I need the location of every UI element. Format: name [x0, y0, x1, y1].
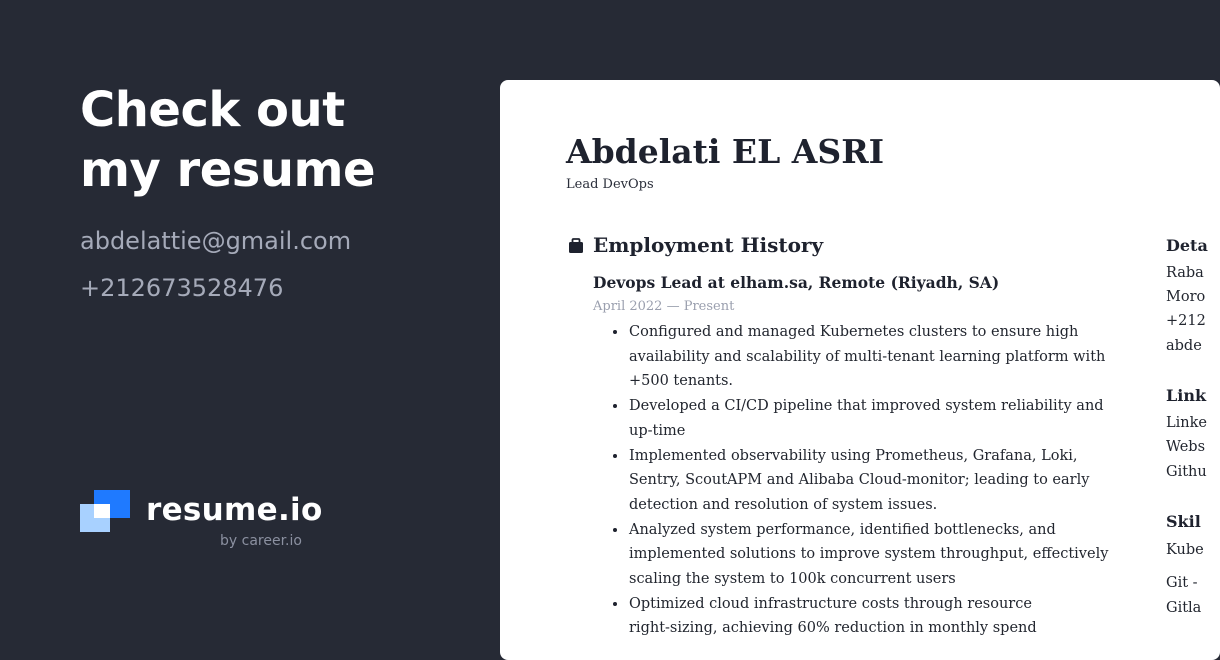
bullet-line: Implemented observability using Prometheus, Grafana, Loki, — [629, 447, 1078, 464]
sidebar-heading-details: Deta — [1166, 236, 1208, 255]
headline-line-1: Check out — [80, 82, 345, 138]
bullet-line: +500 tenants. — [629, 373, 734, 390]
job-bullet — [593, 394, 1138, 443]
sidebar-detail: abde — [1166, 338, 1202, 354]
brand-logo-lockup[interactable] — [80, 490, 340, 560]
bullet-line: Analyzed system performance, identified bottlenecks, and — [629, 521, 1056, 538]
bullet-dot — [613, 330, 617, 334]
bullet-line: scaling the system to 100k concurrent users — [629, 571, 956, 588]
sidebar-heading-skills: Skil — [1166, 512, 1201, 531]
resume-io-logo-icon — [80, 490, 130, 532]
sidebar-link[interactable]: Githu — [1166, 464, 1207, 480]
bullet-line: implemented solutions to improve system throughput, effectively — [629, 546, 1109, 563]
bullet-dot — [613, 404, 617, 408]
contact-email: abdelattie@gmail.com — [80, 227, 352, 255]
job-title: Devops Lead at elham.sa, Remote (Riyadh, SA) — [593, 273, 1000, 292]
sidebar-detail: Raba — [1166, 265, 1204, 281]
resume-name: Abdelati EL ASRI — [566, 132, 885, 171]
job-bullet — [593, 444, 1138, 518]
sidebar-skill: Kube — [1166, 542, 1204, 558]
bullet-line: detection and resolution of system issues. — [629, 496, 938, 513]
sidebar-heading-links: Link — [1166, 386, 1207, 405]
promo-panel — [80, 0, 480, 630]
sidebar-skill: Gitla — [1166, 600, 1202, 616]
bullet-dot — [613, 602, 617, 606]
bullet-dot — [613, 528, 617, 532]
bullet-line: Sentry, ScoutAPM and Alibaba Cloud-monitor; leading to early — [629, 472, 1090, 489]
bullet-line: Optimized cloud infrastructure costs through resource — [629, 595, 1032, 612]
job-bullet — [593, 320, 1138, 394]
headline — [80, 80, 375, 200]
resume-job-title: Lead DevOps — [566, 177, 654, 192]
sidebar-detail: Moro — [1166, 289, 1206, 305]
section-title-employment: Employment History — [593, 233, 824, 257]
bullet-line: availability and scalability of multi-tenant learning platform with — [629, 348, 1106, 365]
brand-tagline: by career.io — [220, 533, 302, 549]
sidebar-detail: +212 — [1166, 313, 1206, 329]
job-bullet — [593, 518, 1138, 592]
brand-name: resume.io — [146, 492, 323, 528]
resume-preview-card[interactable] — [500, 80, 1220, 660]
job-bullet-list — [593, 320, 1138, 641]
job-dates: April 2022 — Present — [593, 299, 735, 314]
bullet-line: up-time — [629, 422, 686, 439]
sidebar-link[interactable]: Linke — [1166, 415, 1207, 431]
bullet-line: Developed a CI/CD pipeline that improved system reliability and — [629, 398, 1104, 415]
bullet-line: Configured and managed Kubernetes clusters to ensure high — [629, 324, 1079, 340]
headline-line-2: my resume — [80, 142, 376, 198]
contact-phone: +212673528476 — [80, 274, 284, 302]
bullet-line: right-sizing, achieving 60% reduction in monthly spend — [629, 620, 1037, 637]
sidebar-skill: Git - — [1166, 575, 1198, 591]
bullet-dot — [613, 454, 617, 458]
job-bullet — [593, 592, 1138, 641]
briefcase-icon — [568, 238, 584, 254]
sidebar-link[interactable]: Webs — [1166, 439, 1206, 455]
